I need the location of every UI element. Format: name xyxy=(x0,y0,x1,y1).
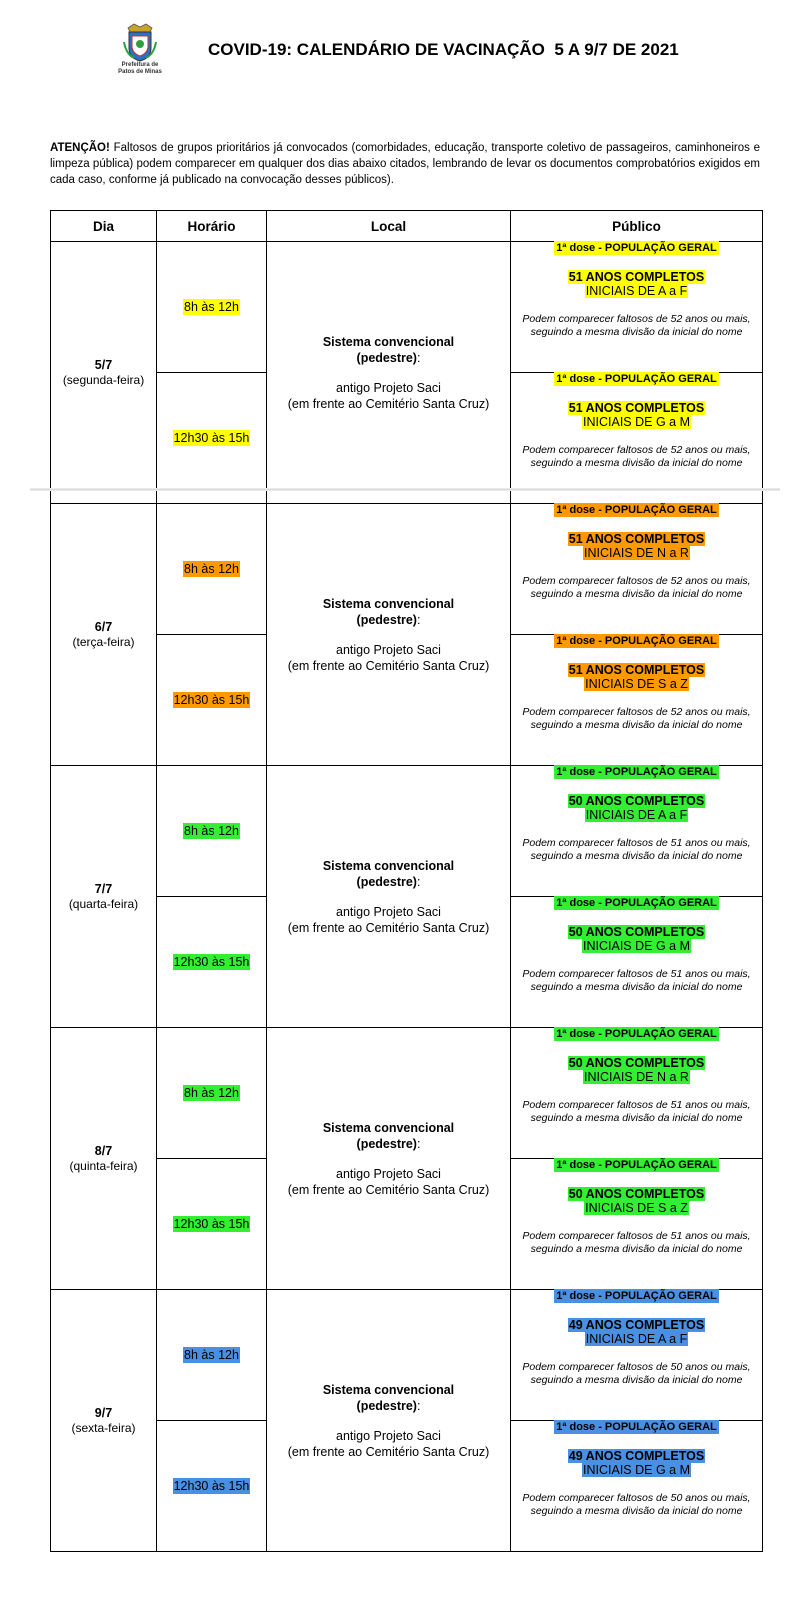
absentee-note: Podem comparecer faltosos de 51 anos ou mais, seguindo a mesma divisão da inicial do nome xyxy=(522,837,751,862)
day-cell xyxy=(51,242,157,504)
day-weekday: (sexta-feira) xyxy=(71,1420,136,1435)
table-header-row xyxy=(51,211,763,242)
header-horario: Horário xyxy=(157,211,267,242)
day-weekday: (quarta-feira) xyxy=(68,896,139,911)
header-dia: Dia xyxy=(51,211,157,242)
location-colon: : xyxy=(416,1136,421,1151)
location-cell xyxy=(267,766,511,1028)
location-mode: (pedestre) xyxy=(356,1136,417,1151)
absentee-note: Podem comparecer faltosos de 50 anos ou mais, seguindo a mesma divisão da inicial do nome xyxy=(522,1492,751,1517)
public-cell xyxy=(511,1421,763,1552)
time-slot: 12h30 às 15h xyxy=(173,1217,250,1231)
location-place: antigo Projeto Saci xyxy=(336,380,441,395)
attention-notice xyxy=(50,140,760,188)
absentee-note: Podem comparecer faltosos de 52 anos ou mais, seguindo a mesma divisão da inicial do nome xyxy=(522,575,751,600)
dose-label: 1ª dose - POPULAÇÃO GERAL xyxy=(556,1290,717,1302)
name-initials: INICIAIS DE A a F xyxy=(585,808,688,822)
time-cell xyxy=(157,373,267,504)
day-weekday: (quinta-feira) xyxy=(69,1158,138,1173)
dose-label: 1ª dose - POPULAÇÃO GERAL xyxy=(556,373,717,385)
age-group: 50 ANOS COMPLETOS xyxy=(568,1187,705,1201)
location-colon: : xyxy=(416,612,421,627)
dose-label: 1ª dose - POPULAÇÃO GERAL xyxy=(556,635,717,647)
age-group: 50 ANOS COMPLETOS xyxy=(568,1056,705,1070)
location-colon: : xyxy=(416,874,421,889)
name-initials: INICIAIS DE G a M xyxy=(583,939,690,953)
public-cell xyxy=(511,504,763,635)
time-slot: 8h às 12h xyxy=(184,1348,239,1362)
dose-label: 1ª dose - POPULAÇÃO GERAL xyxy=(556,242,717,254)
location-system: Sistema convencional xyxy=(322,596,455,611)
dose-label: 1ª dose - POPULAÇÃO GERAL xyxy=(556,897,717,909)
table-row xyxy=(51,766,763,897)
time-slot: 12h30 às 15h xyxy=(173,693,250,707)
city-logo xyxy=(110,22,170,76)
location-cell xyxy=(267,1290,511,1552)
public-cell xyxy=(511,242,763,373)
dose-label: 1ª dose - POPULAÇÃO GERAL xyxy=(556,1159,717,1171)
day-date: 5/7 xyxy=(94,357,113,372)
time-slot: 8h às 12h xyxy=(184,562,239,576)
location-colon: : xyxy=(416,350,421,365)
time-cell xyxy=(157,1028,267,1159)
name-initials: INICIAIS DE A a F xyxy=(585,1332,688,1346)
day-date: 6/7 xyxy=(94,619,113,634)
absentee-note: Podem comparecer faltosos de 50 anos ou mais, seguindo a mesma divisão da inicial do nome xyxy=(522,1361,751,1386)
age-group: 50 ANOS COMPLETOS xyxy=(568,925,705,939)
name-initials: INICIAIS DE N a R xyxy=(584,1070,689,1084)
logo-line-1: Prefeitura de xyxy=(121,62,159,68)
absentee-note: Podem comparecer faltosos de 51 anos ou mais, seguindo a mesma divisão da inicial do nome xyxy=(522,1230,751,1255)
absentee-note: Podem comparecer faltosos de 51 anos ou mais, seguindo a mesma divisão da inicial do nome xyxy=(522,1099,751,1124)
age-group: 50 ANOS COMPLETOS xyxy=(568,794,705,808)
location-system: Sistema convencional xyxy=(322,334,455,349)
table-row xyxy=(51,504,763,635)
location-system: Sistema convencional xyxy=(322,1120,455,1135)
day-date: 8/7 xyxy=(94,1143,113,1158)
dose-label: 1ª dose - POPULAÇÃO GERAL xyxy=(556,504,717,516)
header-local: Local xyxy=(267,211,511,242)
logo-line-2: Patos de Minas xyxy=(118,69,162,75)
public-cell xyxy=(511,1159,763,1290)
time-cell xyxy=(157,1290,267,1421)
public-cell xyxy=(511,373,763,504)
location-cell xyxy=(267,1028,511,1290)
day-cell xyxy=(51,504,157,766)
time-slot: 8h às 12h xyxy=(184,1086,239,1100)
scan-artifact-line xyxy=(30,488,780,491)
time-cell xyxy=(157,766,267,897)
location-colon: : xyxy=(416,1398,421,1413)
public-cell xyxy=(511,635,763,766)
time-cell xyxy=(157,1421,267,1552)
name-initials: INICIAIS DE S a Z xyxy=(585,677,688,691)
name-initials: INICIAIS DE S a Z xyxy=(585,1201,688,1215)
age-group: 49 ANOS COMPLETOS xyxy=(568,1318,705,1332)
table-row xyxy=(51,1290,763,1421)
age-group: 51 ANOS COMPLETOS xyxy=(568,270,705,284)
time-cell xyxy=(157,504,267,635)
name-initials: INICIAIS DE N a R xyxy=(584,546,689,560)
table-row xyxy=(51,1028,763,1159)
header-publico: Público xyxy=(511,211,763,242)
age-group: 51 ANOS COMPLETOS xyxy=(568,532,705,546)
location-mode: (pedestre) xyxy=(356,874,417,889)
time-slot: 12h30 às 15h xyxy=(173,955,250,969)
time-cell xyxy=(157,897,267,1028)
page-title: COVID-19: CALENDÁRIO DE VACINAÇÃO 5 A 9/7 DE 2021 xyxy=(208,40,679,59)
absentee-note: Podem comparecer faltosos de 52 anos ou mais, seguindo a mesma divisão da inicial do nome xyxy=(522,444,751,469)
city-crest-icon xyxy=(122,22,158,62)
name-initials: INICIAIS DE G a M xyxy=(583,415,690,429)
dose-label: 1ª dose - POPULAÇÃO GERAL xyxy=(556,1421,717,1433)
table-row xyxy=(51,242,763,373)
location-mode: (pedestre) xyxy=(356,612,417,627)
location-reference: (em frente ao Cemitério Santa Cruz) xyxy=(287,1444,490,1459)
age-group: 51 ANOS COMPLETOS xyxy=(568,663,705,677)
name-initials: INICIAIS DE G a M xyxy=(583,1463,690,1477)
public-cell xyxy=(511,1028,763,1159)
absentee-note: Podem comparecer faltosos de 51 anos ou mais, seguindo a mesma divisão da inicial do nome xyxy=(522,968,751,993)
day-cell xyxy=(51,1290,157,1552)
day-date: 7/7 xyxy=(94,881,113,896)
age-group: 49 ANOS COMPLETOS xyxy=(568,1449,705,1463)
location-mode: (pedestre) xyxy=(356,1398,417,1413)
page-header xyxy=(0,0,802,100)
time-cell xyxy=(157,635,267,766)
day-weekday: (terça-feira) xyxy=(72,634,135,649)
location-place: antigo Projeto Saci xyxy=(336,1166,441,1181)
time-slot: 12h30 às 15h xyxy=(173,1479,250,1493)
time-slot: 8h às 12h xyxy=(184,300,239,314)
dose-label: 1ª dose - POPULAÇÃO GERAL xyxy=(556,1028,717,1040)
day-weekday: (segunda-feira) xyxy=(62,372,145,387)
vaccination-schedule-table xyxy=(50,210,763,1552)
location-reference: (em frente ao Cemitério Santa Cruz) xyxy=(287,1182,490,1197)
day-cell xyxy=(51,1028,157,1290)
location-place: antigo Projeto Saci xyxy=(336,642,441,657)
public-cell xyxy=(511,1290,763,1421)
notice-lead: ATENÇÃO! xyxy=(50,142,110,154)
schedule-body xyxy=(51,242,763,1552)
time-cell xyxy=(157,242,267,373)
location-reference: (em frente ao Cemitério Santa Cruz) xyxy=(287,920,490,935)
location-system: Sistema convencional xyxy=(322,1382,455,1397)
public-cell xyxy=(511,766,763,897)
location-cell xyxy=(267,504,511,766)
age-group: 51 ANOS COMPLETOS xyxy=(568,401,705,415)
time-cell xyxy=(157,1159,267,1290)
time-slot: 8h às 12h xyxy=(184,824,239,838)
day-cell xyxy=(51,766,157,1028)
absentee-note: Podem comparecer faltosos de 52 anos ou mais, seguindo a mesma divisão da inicial do nome xyxy=(522,313,751,338)
absentee-note: Podem comparecer faltosos de 52 anos ou mais, seguindo a mesma divisão da inicial do nome xyxy=(522,706,751,731)
name-initials: INICIAIS DE A a F xyxy=(585,284,688,298)
dose-label: 1ª dose - POPULAÇÃO GERAL xyxy=(556,766,717,778)
location-cell xyxy=(267,242,511,504)
location-reference: (em frente ao Cemitério Santa Cruz) xyxy=(287,396,490,411)
day-date: 9/7 xyxy=(94,1405,113,1420)
public-cell xyxy=(511,897,763,1028)
notice-text: Faltosos de grupos prioritários já convocados (comorbidades, educação, transporte coletivo de passageiros, caminhoneiros e limpeza pública) podem comparecer em qualquer dos dias abaixo citados, lembrando de levar os documentos comprobatórios exigidos em cada caso, conforme já publicado na convocação desses públicos). xyxy=(50,142,760,186)
location-place: antigo Projeto Saci xyxy=(336,904,441,919)
location-system: Sistema convencional xyxy=(322,858,455,873)
time-slot: 12h30 às 15h xyxy=(173,431,250,445)
location-mode: (pedestre) xyxy=(356,350,417,365)
location-reference: (em frente ao Cemitério Santa Cruz) xyxy=(287,658,490,673)
location-place: antigo Projeto Saci xyxy=(336,1428,441,1443)
